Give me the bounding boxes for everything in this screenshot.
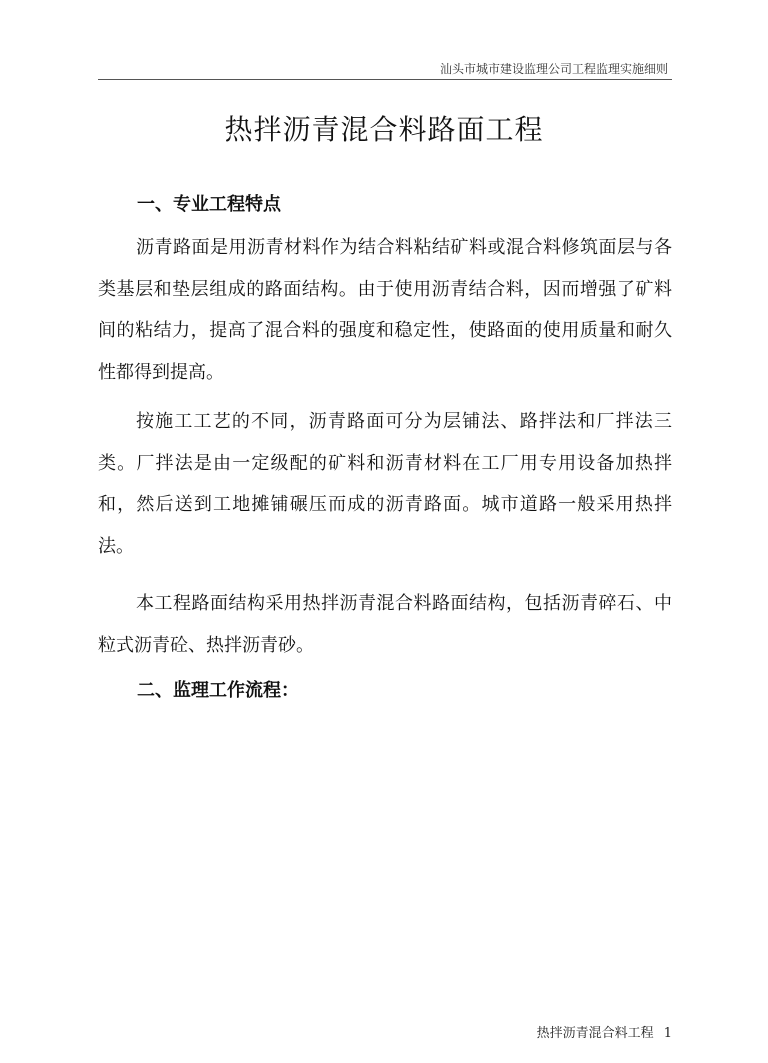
- header-divider: [98, 79, 672, 80]
- paragraph-3: 本工程路面结构采用热拌沥青混合料路面结构，包括沥青碎石、中粒式沥青砼、热拌沥青砂。: [98, 593, 672, 656]
- document-title: 热拌沥青混合料路面工程: [224, 113, 544, 146]
- paragraph-2: 按施工工艺的不同，沥青路面可分为层铺法、路拌法和厂拌法三类。厂拌法是由一定级配的矿料和沥青材料在工厂用专用设备加热拌和，然后送到工地摊铺碾压而成的沥青路面。城市道路一般采用热拌法。: [98, 411, 672, 557]
- running-header: 汕头市城市建设监理公司工程监理实施细则: [439, 62, 668, 76]
- page-number: 1: [663, 1026, 672, 1041]
- section-heading-1: 一、专业工程特点: [137, 194, 281, 215]
- section-heading-2: 二、监理工作流程：: [137, 680, 299, 701]
- page-footer: [537, 1022, 672, 1041]
- footer-label: 热拌沥青混合料工程: [536, 1026, 654, 1041]
- paragraph-1: 沥青路面是用沥青材料作为结合料粘结矿料或混合料修筑面层与各类基层和垫层组成的路面结构。由于使用沥青结合料，因而增强了矿料间的粘结力，提高了混合料的强度和稳定性，使路面的使用质量和耐久性都得到提高。: [98, 237, 672, 383]
